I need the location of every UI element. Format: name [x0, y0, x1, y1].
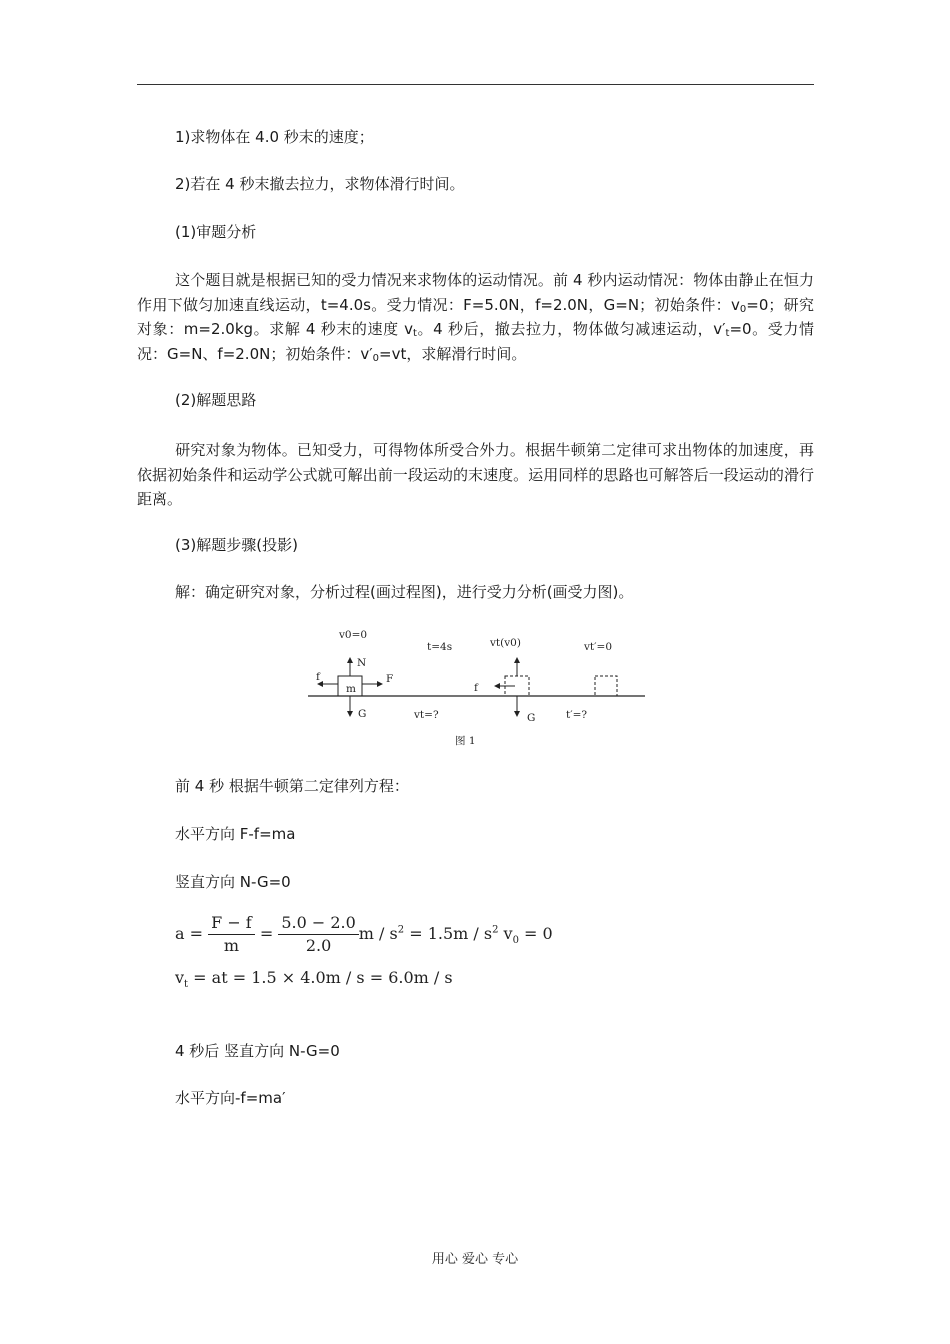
label-vt-v0: vt(v0)	[490, 637, 521, 649]
heading-steps: (3)解题步骤(投影)	[175, 536, 298, 554]
heading-analysis: (1)审题分析	[175, 223, 257, 241]
header-rule	[137, 84, 814, 85]
velocity-formula: $v_t$ = at = 1.5 × 4.0m / s = 6.0m / s	[175, 968, 453, 991]
question-1: 1)求物体在 4.0 秒末的速度；	[175, 128, 374, 146]
label-v0: v0=0	[339, 629, 368, 641]
block-stopped	[595, 676, 617, 696]
figure-caption: 图 1	[455, 735, 476, 747]
heading-approach: (2)解题思路	[175, 391, 257, 409]
label-vt-prime: vt′=0	[584, 641, 613, 653]
horizontal-equation-2: 水平方向-f=ma′	[175, 1089, 286, 1107]
label-vt-q: vt=?	[414, 709, 439, 721]
first-4-seconds: 前 4 秒 根据牛顿第二定律列方程：	[175, 777, 409, 795]
solution-intro: 解：确定研究对象，分析过程(画过程图)，进行受力分析(画受力图)。	[175, 583, 634, 601]
page-footer: 用心 爱心 专心	[431, 1252, 519, 1267]
label-f1: f	[316, 671, 320, 683]
acceleration-formula: a = $\frac{F - f}{m}$ = $\frac{5.0 - 2.0}{2.0}$ $m / s^2 = 1.5m / s^2$ $v_0 = 0$	[175, 913, 553, 955]
label-N: N	[357, 657, 367, 669]
label-G1: G	[358, 708, 367, 720]
approach-paragraph: 研究对象为物体。已知受力，可得物体所受合外力。根据牛顿第二定律可求出物体的加速度，再依据初始条件和运动学公式就可解出前一段运动的末速度。运用同样的思路也可解答后一段运动的滑行距离。	[137, 441, 814, 508]
analysis-paragraph: 这个题目就是根据已知的受力情况来求物体的运动情况。前 4 秒内运动情况：物体由静止在恒力作用下做匀加速直线运动，t=4.0s。受力情况：F=5.0N，f=2.0N，G=N；初始条件：$v_0=0$；研究对象：m=2.0kg。求解 4 秒末的速度 $v_t$。4 秒后，撤去拉力，物体做匀减速运动，$v'_t=0$。受力情况：G=N、f=2.0N；初始条件：$v'_0=vt$，求解滑行时间。	[137, 271, 815, 364]
label-m: m	[346, 683, 356, 695]
force-diagram	[300, 618, 650, 758]
question-2: 2)若在 4 秒末撤去拉力，求物体滑行时间。	[175, 175, 465, 193]
label-G2: G	[527, 712, 536, 724]
label-tprime-q: t′=?	[566, 709, 588, 721]
horizontal-equation: 水平方向 F-f=ma	[175, 825, 296, 843]
label-F: F	[386, 673, 394, 685]
vertical-equation: 竖直方向 N-G=0	[175, 873, 291, 891]
label-t: t=4s	[427, 641, 453, 653]
label-f2: f	[474, 682, 478, 694]
after-4-seconds: 4 秒后 竖直方向 N-G=0	[175, 1042, 340, 1060]
